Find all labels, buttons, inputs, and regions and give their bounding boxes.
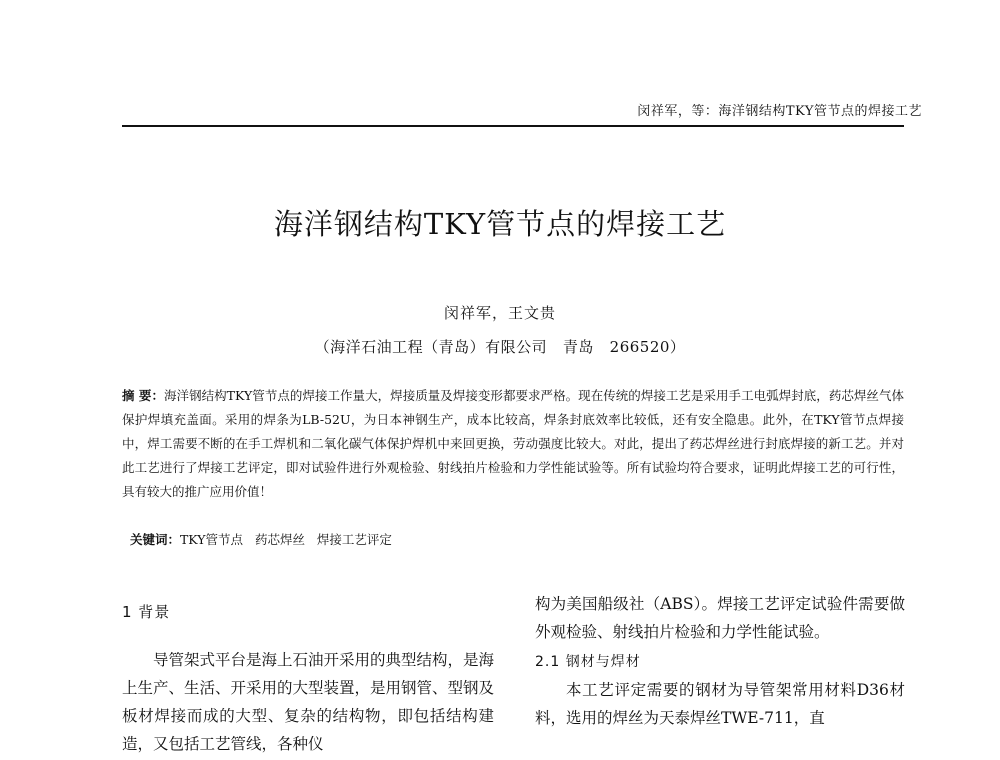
abstract-label: 摘 要：: [122, 388, 164, 403]
continued-paragraph: 构为美国船级社（ABS）。焊接工艺评定试验件需要做外观检验、射线拍片检验和力学性能试验。: [535, 595, 905, 641]
keywords-text: TKY管节点 药芯焊丝 焊接工艺评定: [179, 532, 392, 547]
affiliation: （海洋石油工程（青岛）有限公司 青岛 266520）: [314, 338, 686, 356]
abstract: [122, 384, 904, 504]
left-column: [122, 598, 494, 758]
right-column: [535, 590, 905, 732]
authors: 闵祥军，王文贵: [443, 304, 556, 322]
section-1-heading: 1 背景: [122, 603, 171, 621]
paper-title: 海洋钢结构TKY管节点的焊接工艺: [273, 207, 727, 241]
keywords-label: 关键词：: [129, 532, 180, 547]
running-header: 闵祥军，等：海洋钢结构TKY管节点的焊接工艺: [637, 104, 922, 119]
section-2-1-paragraph: 本工艺评定需要的钢材为导管架常用材料D36材料，选用的焊丝为天泰焊丝TWE-711，直: [535, 681, 905, 727]
section-1-paragraph: 导管架式平台是海上石油开采用的典型结构，是海上生产、生活、开采用的大型装置，是用钢管、型钢及板材焊接而成的大型、复杂的结构物，即包括结构建造，又包括工艺管线，各种仪: [122, 651, 495, 753]
abstract-text: 海洋钢结构TKY管节点的焊接工作量大，焊接质量及焊接变形都要求严格。现在传统的焊接工艺是采用手工电弧焊封底，药芯焊丝气体保护焊填充盖面。采用的焊条为LB-52U，为日本神钢生产，成本比较高，焊条封底效率比较低，还有安全隐患。此外，在TKY管节点焊接中，焊工需要不断的在手工焊机和二氧化碳气体保护焊机中来回更换，劳动强度比较大。对此，提出了药芯焊丝进行封底焊接的新工艺。并对此工艺进行了焊接工艺评定，即对试验件进行外观检验、射线拍片检验和力学性能试验等。所有试验均符合要求，证明此焊接工艺的可行性，具有较大的推广应用价值！: [122, 388, 904, 499]
section-2-1-heading: 2.1 钢材与焊材: [535, 654, 641, 670]
header-rule: [122, 125, 904, 127]
keywords: [122, 515, 904, 548]
